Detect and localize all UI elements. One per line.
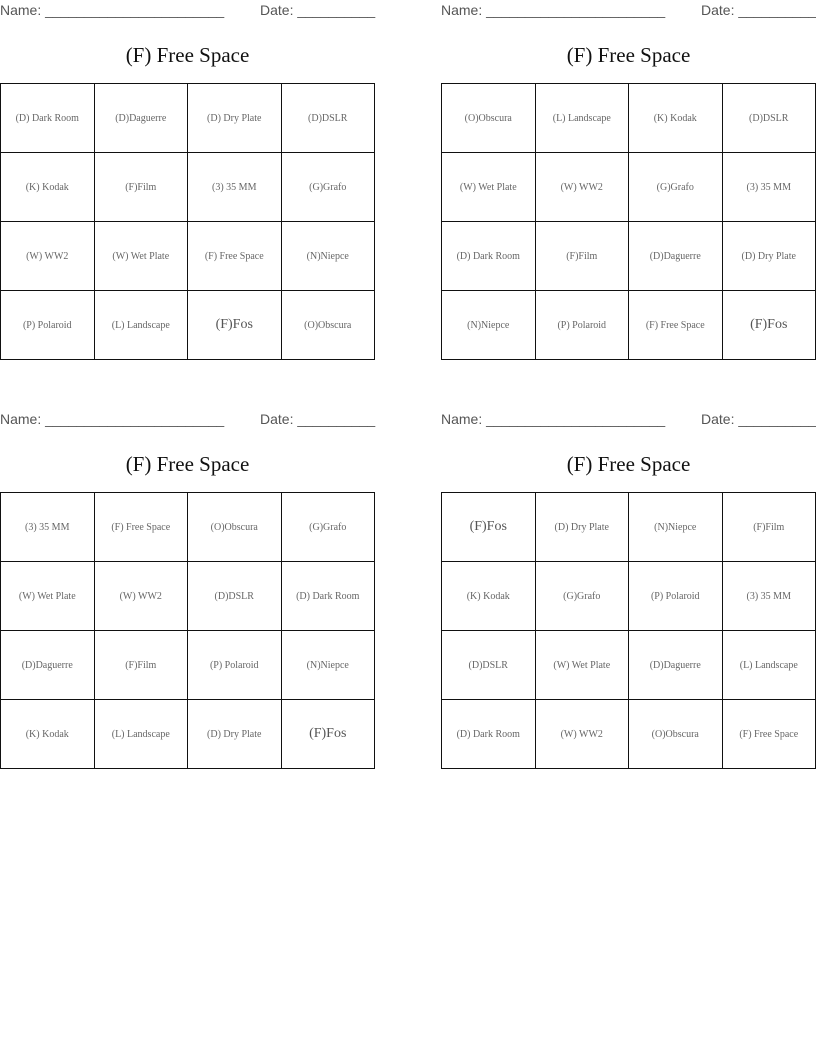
grid-cell: (D) Dark Room [442,700,536,769]
name-field: Name: _______________________ [441,411,666,427]
grid-row [442,493,816,562]
name-field: Name: _______________________ [0,2,225,18]
grid-cell: (3) 35 MM [722,153,816,222]
bingo-grid [441,492,816,769]
card-title: (F) Free Space [566,43,691,67]
grid-row [442,153,816,222]
bingo-grid [0,83,375,360]
name-field: Name: _______________________ [441,2,666,18]
name-date-row [0,0,375,22]
grid-cell: (D)DSLR [442,631,536,700]
grid-row [1,700,375,769]
grid-cell: (D)Daguerre [1,631,95,700]
name-date-row [0,409,375,431]
grid-cell: (W) Wet Plate [94,222,188,291]
grid-cell: (D) Dark Room [281,562,375,631]
grid-cell: (O)Obscura [188,493,282,562]
grid-cell: (O)Obscura [281,291,375,360]
grid-cell: (D) Dry Plate [535,493,629,562]
grid-cell: (D)Daguerre [94,84,188,153]
grid-cell: (W) Wet Plate [442,153,536,222]
grid-cell: (G)Grafo [281,493,375,562]
card-title: (F) Free Space [566,452,691,476]
grid-cell: (D) Dry Plate [188,84,282,153]
grid-row [442,222,816,291]
grid-cell: (D) Dark Room [442,222,536,291]
grid-row [1,291,375,360]
grid-cell: (L) Landscape [535,84,629,153]
grid-cell: (N)Niepce [281,631,375,700]
grid-cell: (W) Wet Plate [1,562,95,631]
grid-cell: (P) Polaroid [535,291,629,360]
grid-cell: (F)Film [535,222,629,291]
grid-cell: (F)Film [94,631,188,700]
grid-cell: (G)Grafo [281,153,375,222]
card-title: (F) Free Space [125,43,250,67]
grid-cell: (D)Daguerre [629,222,723,291]
date-field: Date: __________ [701,411,816,427]
grid-cell: (W) WW2 [535,700,629,769]
grid-cell: (D)DSLR [281,84,375,153]
grid-cell-fos: (F)Fos [442,493,536,562]
grid-cell: (K) Kodak [442,562,536,631]
grid-row [1,222,375,291]
grid-cell: (F) Free Space [722,700,816,769]
grid-cell: (K) Kodak [629,84,723,153]
grid-cell-fos: (F)Fos [281,700,375,769]
grid-cell: (L) Landscape [722,631,816,700]
name-field: Name: _______________________ [0,411,225,427]
grid-cell: (L) Landscape [94,700,188,769]
grid-cell: (3) 35 MM [1,493,95,562]
grid-cell: (P) Polaroid [629,562,723,631]
grid-cell: (W) WW2 [535,153,629,222]
grid-cell: (G)Grafo [535,562,629,631]
grid-cell: (O)Obscura [442,84,536,153]
grid-row [1,562,375,631]
grid-cell: (K) Kodak [1,700,95,769]
date-field: Date: __________ [260,2,376,18]
grid-cell: (D)DSLR [722,84,816,153]
bingo-card-2 [441,0,816,332]
bingo-grid [0,492,375,769]
grid-cell: (3) 35 MM [722,562,816,631]
grid-cell: (F)Film [94,153,188,222]
card-title: (F) Free Space [125,452,250,476]
grid-cell: (G)Grafo [629,153,723,222]
grid-cell-fos: (F)Fos [722,291,816,360]
grid-row [442,700,816,769]
name-date-row [441,409,816,431]
bingo-grid [441,83,816,360]
grid-cell: (3) 35 MM [188,153,282,222]
grid-cell: (W) WW2 [1,222,95,291]
grid-cell: (D)Daguerre [629,631,723,700]
grid-row [442,631,816,700]
grid-row [1,631,375,700]
grid-row [442,291,816,360]
grid-cell: (K) Kodak [1,153,95,222]
date-field: Date: __________ [260,411,376,427]
grid-cell: (N)Niepce [629,493,723,562]
grid-cell-fos: (F)Fos [188,291,282,360]
grid-cell: (D)DSLR [188,562,282,631]
grid-cell: (D) Dark Room [1,84,95,153]
grid-cell: (D) Dry Plate [188,700,282,769]
grid-cell: (D) Dry Plate [722,222,816,291]
bingo-card-1 [0,0,376,332]
grid-row [442,562,816,631]
grid-row [1,153,375,222]
grid-row [1,84,375,153]
grid-cell: (F)Film [722,493,816,562]
grid-cell: (L) Landscape [94,291,188,360]
grid-cell: (P) Polaroid [188,631,282,700]
grid-cell: (W) Wet Plate [535,631,629,700]
grid-cell: (O)Obscura [629,700,723,769]
grid-cell: (P) Polaroid [1,291,95,360]
bingo-card-3 [0,409,376,741]
grid-cell: (F) Free Space [94,493,188,562]
grid-row [442,84,816,153]
grid-cell: (F) Free Space [629,291,723,360]
bingo-card-4 [441,409,816,740]
grid-cell: (W) WW2 [94,562,188,631]
grid-cell: (N)Niepce [442,291,536,360]
grid-cell: (N)Niepce [281,222,375,291]
grid-row [1,493,375,562]
grid-cell: (F) Free Space [188,222,282,291]
name-date-row [441,0,816,22]
date-field: Date: __________ [701,2,816,18]
